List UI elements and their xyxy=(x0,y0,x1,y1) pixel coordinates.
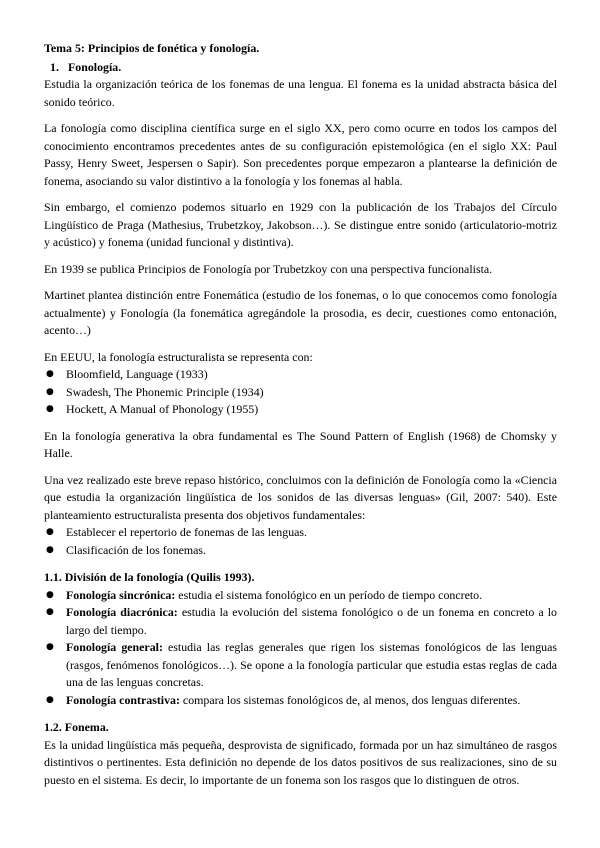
list-item: ● Bloomfield, Language (1933) xyxy=(44,366,557,384)
paragraph-definition: Una vez realizado este breve repaso histórico, concluimos con la definición de Fonología como la «Ciencia que estudia la organización lingüística de los sonidos de las diversas lenguas» (Gil, 2007: 540). Este planteamiento estructuralista presenta dos objetivos fundamentales: xyxy=(44,472,557,522)
paragraph-martinet: Martinet plantea distinción entre Fonemática (estudio de los fonemas, o lo que conocemos como fonología actualmente) y Fonología (la fonemática agregándole la prosodia, es decir, cuestiones como entonación, acento…) xyxy=(44,288,557,337)
paragraph-eeuu: En EEUU, la fonología estructuralista se representa con: xyxy=(44,349,313,364)
paragraph-definition-fonologia: Estudia la organización teórica de los fonemas de una lengua. El fonema es la unidad abstracta básica del sonido teórico. xyxy=(44,77,557,109)
us-structuralism-list xyxy=(44,366,557,419)
section-heading-fonologia xyxy=(50,59,557,77)
list-item: ● Establecer el repertorio de fonemas de las lenguas. xyxy=(44,524,557,542)
paragraph-generative: En la fonología generativa la obra fundamental es The Sound Pattern of English (1968) de Chomsky y Halle. xyxy=(44,428,557,460)
bullet-icon: ● xyxy=(46,404,54,414)
term: Fonología contrastiva: xyxy=(66,692,180,707)
list-item: ● Swadesh, The Phonemic Principle (1934) xyxy=(44,384,557,402)
bullet-icon: ● xyxy=(46,369,54,379)
bullet-icon: ● xyxy=(46,527,54,537)
list-item: ● Hockett, A Manual of Phonology (1955) xyxy=(44,401,557,419)
list-item: ● Clasificación de los fonemas. xyxy=(44,542,557,560)
paragraph-prague-circle: Sin embargo, el comienzo podemos situarlo en 1929 con la publicación de los Trabajos del Círculo Lingüístico de Praga (Mathesius, Trubetzkoy, Jakobson…). Se distingue entre sonido (articulatorio-motriz y acústico) y fonema (unidad funcional y distintiva). xyxy=(44,200,557,249)
bullet-icon: ● xyxy=(46,544,54,555)
list-item: ● Fonología diacrónica: estudia la evolución del sistema fonológico o de un fonema en concreto a lo largo del tiempo. xyxy=(46,605,557,637)
bullet-icon: ● xyxy=(46,589,54,600)
division-list xyxy=(44,587,557,710)
section-number: 1. xyxy=(50,59,59,74)
bullet-icon: ● xyxy=(46,694,54,705)
subsection-heading-division: 1.1. División de la fonología (Quilis 1993). xyxy=(44,570,255,584)
list-item: ● Fonología sincrónica: estudia el sistema fonológico en un período de tiempo concreto. xyxy=(44,587,557,605)
bullet-icon: ● xyxy=(46,386,54,397)
subsection-heading-fonema: 1.2. Fonema. xyxy=(44,720,109,734)
paragraph-trubetzkoy: En 1939 se publica Principios de Fonología por Trubetzkoy con una perspectiva funcionalista. xyxy=(44,261,493,276)
objectives-list xyxy=(44,524,557,559)
term: Fonología diacrónica: xyxy=(66,605,178,619)
document-title: Tema 5: Principios de fonética y fonología. xyxy=(44,41,260,55)
section-title: Fonología. xyxy=(68,59,122,74)
document-body xyxy=(44,40,557,789)
term: Fonología sincrónica: xyxy=(66,587,176,602)
paragraph-history: La fonología como disciplina científica surge en el siglo XX, pero como ocurre en todos los campos del conocimiento encontramos precedentes antes de su configuración epistemológica (en el siglo XX: Paul Passy, Henry Sweet, Jespersen o Sapir). Son precedentes porque empezaron a plantearse la definición de fonema, asociando su valor distintivo a la fonología y los fonemas al habla. xyxy=(44,121,557,188)
bullet-icon: ● xyxy=(46,642,54,652)
term: Fonología general: xyxy=(66,640,163,654)
paragraph-fonema: Es la unidad lingüística más pequeña, desprovista de significado, formada por un haz simultáneo de rasgos distintivos o pertinentes. Esta definición no depende de los datos positivos de sus realizaciones, sino de su puesto en el sistema. Es decir, lo importante de un fonema son los rasgos que lo distinguen de otros. xyxy=(44,737,557,787)
list-item: ● Fonología general: estudia las reglas generales que rigen los sistemas fonológicos de las lenguas (rasgos, fenómenos fonológicos…). Se opone a la fonología particular que estudia estas reglas de cada una de las lenguas concretas. xyxy=(46,640,557,689)
list-item: ● Fonología contrastiva: compara los sistemas fonológicos de, al menos, dos lenguas diferentes. xyxy=(44,692,557,710)
bullet-icon: ● xyxy=(46,607,54,617)
